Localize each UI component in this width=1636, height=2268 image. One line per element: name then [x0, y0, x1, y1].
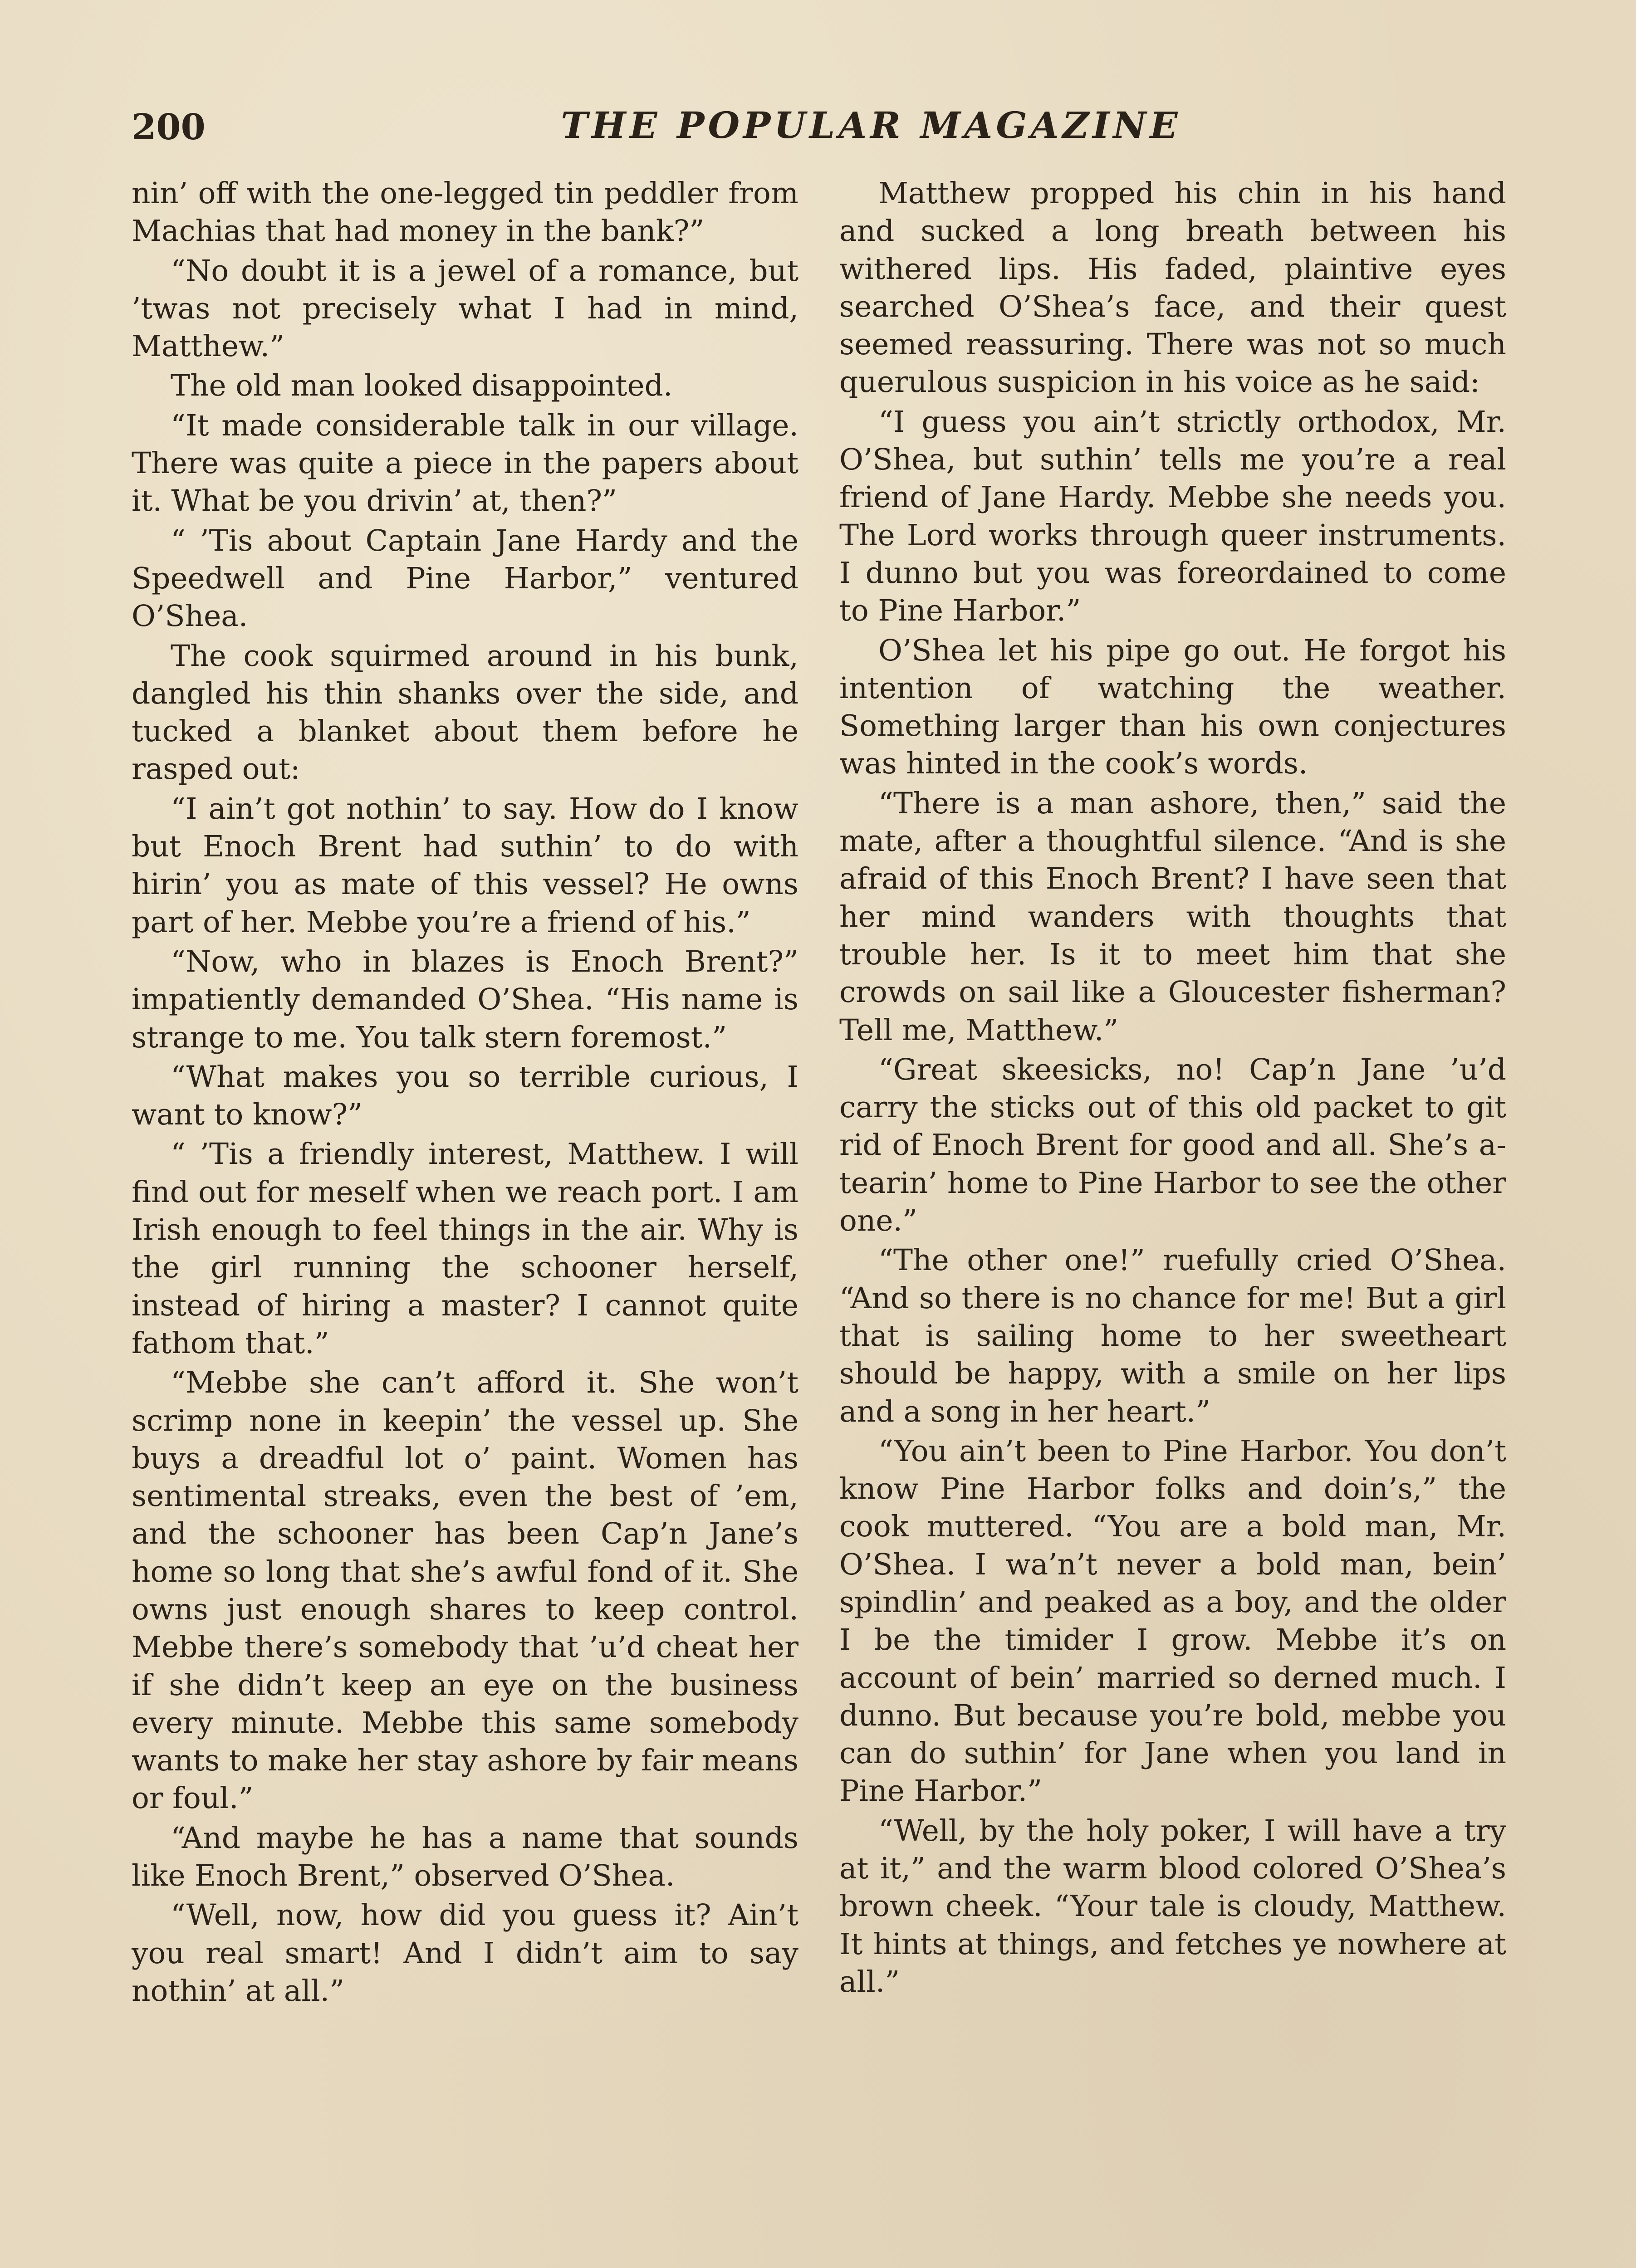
- page-number: 200: [132, 107, 206, 148]
- paragraph: “It made considerable talk in our village. There was quite a piece in the papers about it. What be you drivin’ at, then?”: [132, 408, 798, 518]
- paragraph: Matthew propped his chin in his hand and sucked a long breath between his withered lips. His faded, plaintive eyes searched O’Shea’s face, and their quest seemed reassuring. There was not so much querulous suspicion in his voice as he said:: [839, 176, 1506, 400]
- paragraph: The cook squirmed around in his bunk, dangled his thin shanks over the side, and tucked a blanket about them before he rasped out:: [132, 639, 798, 787]
- running-head: THE POPULAR MAGAZINE: [561, 104, 1181, 147]
- paragraph: “There is a man ashore, then,” said the mate, after a thoughtful silence. “And is she afraid of this Enoch Brent? I have seen that her mind wanders with thoughts that trouble her. Is it to meet him that she crowds on sail like a Gloucester fisherman? Tell me, Matthew.”: [839, 786, 1506, 1047]
- paragraph: O’Shea let his pipe go out. He forgot his intention of watching the weather. Something larger than his own conjectures was hinted in the cook’s words.: [839, 633, 1506, 781]
- paragraph: The old man looked disappointed.: [171, 369, 673, 403]
- paragraph: “I guess you ain’t strictly orthodox, Mr. O’Shea, but suthin’ tells me you’re a real friend of Jane Hardy. Mebbe she needs you. The Lord works through queer instruments. I dunno but you was foreordained to come to Pine Harbor.”: [839, 405, 1506, 628]
- right-column: [839, 175, 1506, 2001]
- paragraph: “ ’Tis about Captain Jane Hardy and the Speedwell and Pine Harbor,” ventured O’Shea.: [132, 523, 798, 634]
- paragraph: “Mebbe she can’t afford it. She won’t scrimp none in keepin’ the vessel up. She buys a dreadful lot o’ paint. Women has sentimental streaks, even the best of ’em, and the schooner has been Cap’n Jane’s home so long that she’s awful fond of it. She owns just enough shares to keep control. Mebbe there’s somebody that ’u’d cheat her if she didn’t keep an eye on the business every minute. Mebbe this same somebody wants to make her stay ashore by fair means or foul.”: [132, 1366, 798, 1816]
- paragraph: “You ain’t been to Pine Harbor. You don’t know Pine Harbor folks and doin’s,” the cook muttered. “You are a bold man, Mr. O’Shea. I wa’n’t never a bold man, bein’ spindlin’ and peaked as a boy, and the older I be the timider I grow. Mebbe it’s on account of bein’ married so derned much. I dunno. But because you’re bold, mebbe you can do suthin’ for Jane when you land in Pine Harbor.”: [839, 1434, 1506, 1809]
- paragraph: “Now, who in blazes is Enoch Brent?” impatiently demanded O’Shea. “His name is strange to me. You talk stern foremost.”: [132, 944, 798, 1055]
- page-header: [127, 98, 1515, 156]
- paragraph: “No doubt it is a jewel of a romance, but ’twas not precisely what I had in mind, Matthew.”: [132, 254, 798, 364]
- paragraph: nin’ off with the one-legged tin peddler from Machias that had money in the bank?”: [132, 176, 798, 249]
- paragraph: “Well, by the holy poker, I will have a try at it,” and the warm blood colored O’Shea’s brown cheek. “Your tale is cloudy, Matthew. It hints at things, and fetches ye nowhere at all.”: [839, 1813, 1506, 1999]
- paragraph: “What makes you so terrible curious, I want to know?”: [132, 1060, 798, 1132]
- paragraph: “Well, now, how did you guess it? Ain’t you real smart! And I didn’t aim to say nothin’ at all.”: [132, 1898, 798, 2008]
- paragraph: “ ’Tis a friendly interest, Matthew. I will find out for meself when we reach port. I am Irish enough to feel things in the air. Why is the girl running the schooner herself, instead of hiring a master? I cannot quite fathom that.”: [132, 1137, 798, 1360]
- paragraph: “I ain’t got nothin’ to say. How do I know but Enoch Brent had suthin’ to do with hirin’ you as mate of this vessel? He owns part of her. Mebbe you’re a friend of his.”: [132, 792, 798, 939]
- paragraph: “Great skeesicks, no! Cap’n Jane ’u’d carry the sticks out of this old packet to git rid of Enoch Brent for good and all. She’s a-tearin’ home to Pine Harbor to see the other one.”: [839, 1052, 1506, 1238]
- paragraph: “The other one!” ruefully cried O’Shea. “And so there is no chance for me! But a girl that is sailing home to her sweetheart should be happy, with a smile on her lips and a song in her heart.”: [839, 1243, 1506, 1429]
- left-column: [132, 175, 798, 2010]
- paragraph: “And maybe he has a name that sounds like Enoch Brent,” observed O’Shea.: [132, 1821, 798, 1893]
